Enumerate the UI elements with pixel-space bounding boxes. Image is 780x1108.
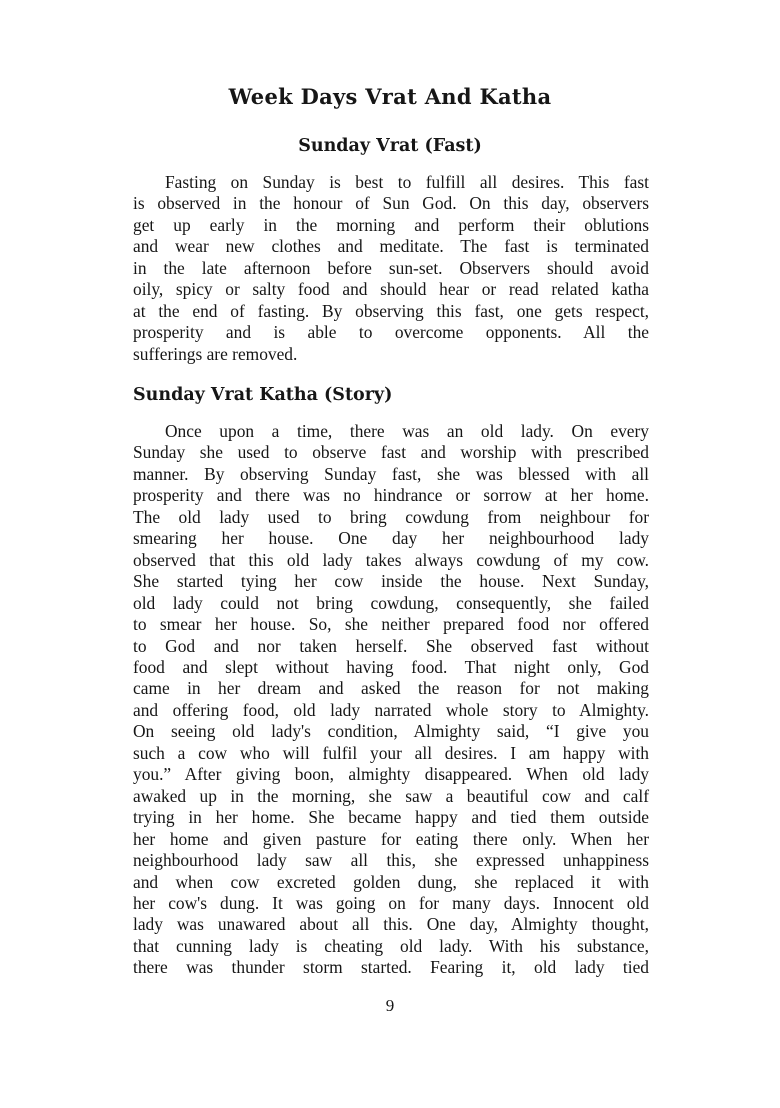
text-line: smearing her house. One day her neighbourhood lady xyxy=(133,528,649,549)
page-number: 9 xyxy=(385,996,395,1015)
text-line: manner. By observing Sunday fast, she was blessed with all xyxy=(133,463,649,484)
text-line: observed that this old lady takes always cowdung of my cow. xyxy=(133,549,649,570)
text-line: lady was unawared about all this. One day, Almighty thought, xyxy=(133,914,649,935)
section-title-sunday-katha: Sunday Vrat Katha (Story) xyxy=(133,385,393,405)
text-line: Fasting on Sunday is best to fulfill all desires. This fast xyxy=(165,172,649,192)
page-title: Week Days Vrat And Katha xyxy=(228,84,552,109)
text-line: sufferings are removed. xyxy=(133,343,298,364)
text-line: came in her dream and asked the reason for not making xyxy=(133,678,649,699)
text-line: there was thunder storm started. Fearing it, old lady tied xyxy=(133,957,649,978)
text-line: neighbourhood lady saw all this, she expressed unhappiness xyxy=(133,850,649,871)
text-line: prosperity and there was no hindrance or sorrow at her home. xyxy=(133,485,649,506)
text-line: that cunning lady is cheating old lady. With his substance, xyxy=(133,935,649,956)
text-line: She started tying her cow inside the house. Next Sunday, xyxy=(133,571,649,592)
text-line: awaked up in the morning, she saw a beautiful cow and calf xyxy=(133,785,649,806)
text-line: old lady could not bring cowdung, consequently, she failed xyxy=(133,592,649,613)
text-line: at the end of fasting. By observing this fast, one gets respect, xyxy=(133,300,649,321)
text-line: such a cow who will fulfil your all desires. I am happy with xyxy=(133,742,649,763)
text-line: and offering food, old lady narrated whole story to Almighty. xyxy=(133,699,649,720)
text-line: get up early in the morning and perform their oblutions xyxy=(133,214,649,235)
text-line: Sunday she used to observe fast and worship with prescribed xyxy=(133,442,649,463)
text-line: her home and given pasture for eating there only. When her xyxy=(133,828,649,849)
text-line: Once upon a time, there was an old lady. On every xyxy=(165,421,649,441)
text-line: to smear her house. So, she neither prepared food nor offered xyxy=(133,614,649,635)
text-line: On seeing old lady's condition, Almighty said, “I give you xyxy=(133,721,649,742)
story-paragraph xyxy=(133,421,649,979)
text-line: her cow's dung. It was going on for many days. Innocent old xyxy=(133,892,649,913)
text-line: is observed in the honour of Sun God. On this day, observers xyxy=(133,193,649,214)
text-line: prosperity and is able to overcome opponents. All the xyxy=(133,322,649,343)
text-line: The old lady used to bring cowdung from neighbour for xyxy=(133,506,649,527)
text-line: oily, spicy or salty food and should hear or read related katha xyxy=(133,279,649,300)
text-line: and when cow excreted golden dung, she replaced it with xyxy=(133,871,649,892)
text-line: and wear new clothes and meditate. The fast is terminated xyxy=(133,236,649,257)
text-line: to God and nor taken herself. She observed fast without xyxy=(133,635,649,656)
text-line: trying in her home. She became happy and tied them outside xyxy=(133,807,649,828)
section-title-sunday-vrat: Sunday Vrat (Fast) xyxy=(298,136,482,156)
text-line: you.” After giving boon, almighty disappeared. When old lady xyxy=(133,764,649,785)
text-line: in the late afternoon before sun-set. Observers should avoid xyxy=(133,257,649,278)
fast-paragraph xyxy=(133,172,649,365)
text-line: food and slept without having food. That night only, God xyxy=(133,656,649,677)
